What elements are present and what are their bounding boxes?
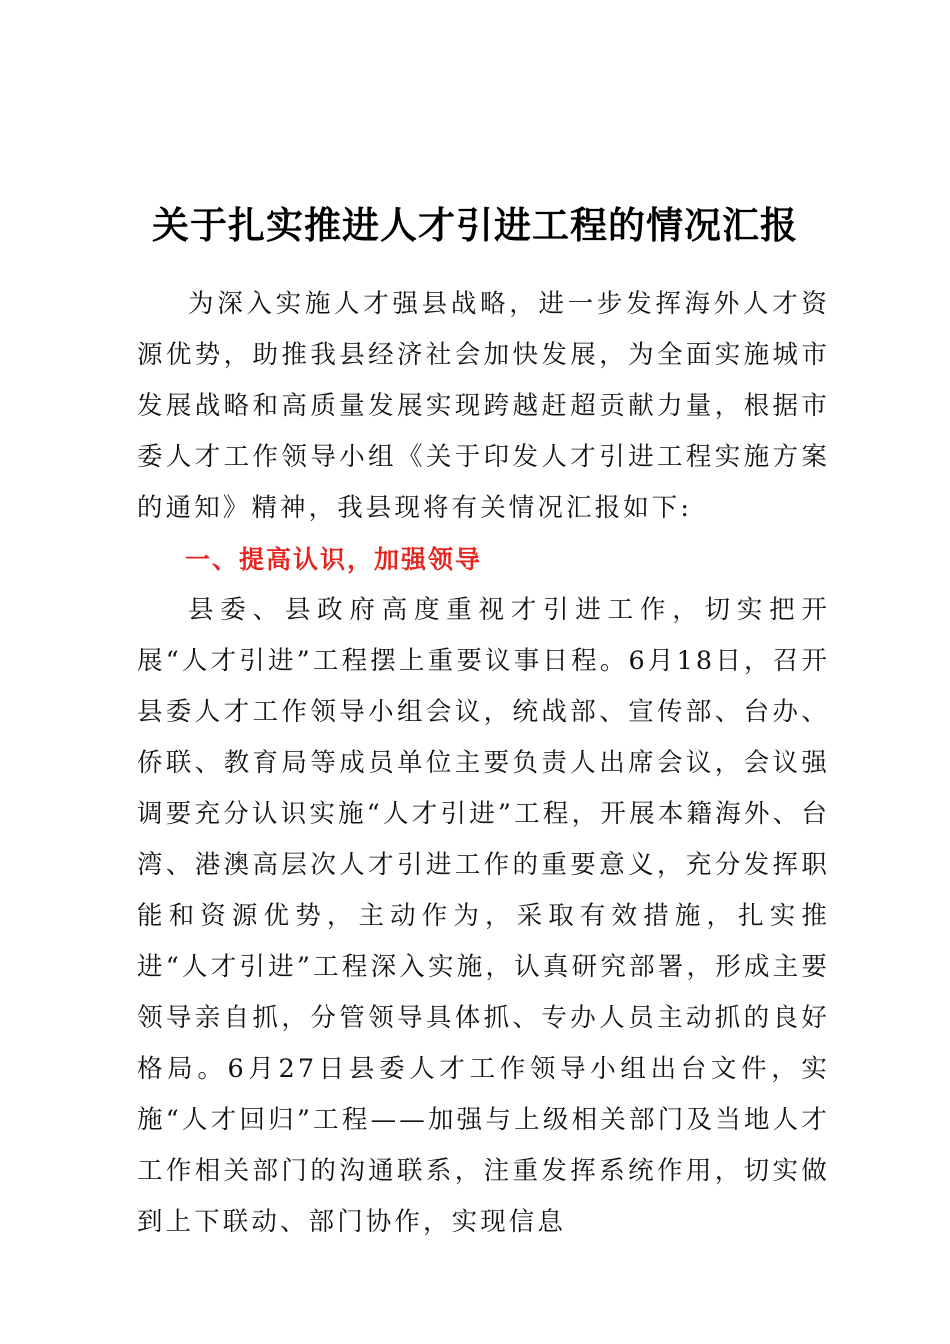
section-heading-1: 一、提高认识，加强领导: [185, 545, 483, 574]
section-1-paragraph: 县委、县政府高度重视才引进工作，切实把开展“人才引进”工程摆上重要议事日程。6月18日，召开县委人才工作领导小组会议，统战部、宣传部、台办、侨联、教育局等成员单位主要负责人出席会议，会议强调要充分认识实施“人才引进”工程，开展本籍海外、台湾、港澳高层次人才引进工作的重要意义，充分发挥职能和资源优势，主动作为，采取有效措施，扎实推进“人才引进”工程深入实施，认真研究部署，形成主要领导亲自抓，分管领导具体抓、专办人员主动抓的良好格局。6月27日县委人才工作领导小组出台文件，实施“人才回归”工程——加强与上级相关部门及当地人才工作相关部门的沟通联系，注重发挥系统作用，切实做到上下联动、部门协作，实现信息: [137, 595, 830, 1237]
document-title: 关于扎实推进人才引进工程的情况汇报: [152, 203, 798, 247]
intro-paragraph: 为深入实施人才强县战略，进一步发挥海外人才资源优势，助推我县经济社会加快发展，为全面实施城市发展战略和高质量发展实现跨越赶超贡献力量，根据市委人才工作领导小组《关于印发人才引进工程实施方案的通知》精神，我县现将有关情况汇报如下:: [137, 289, 830, 523]
document-body: [137, 279, 830, 1248]
